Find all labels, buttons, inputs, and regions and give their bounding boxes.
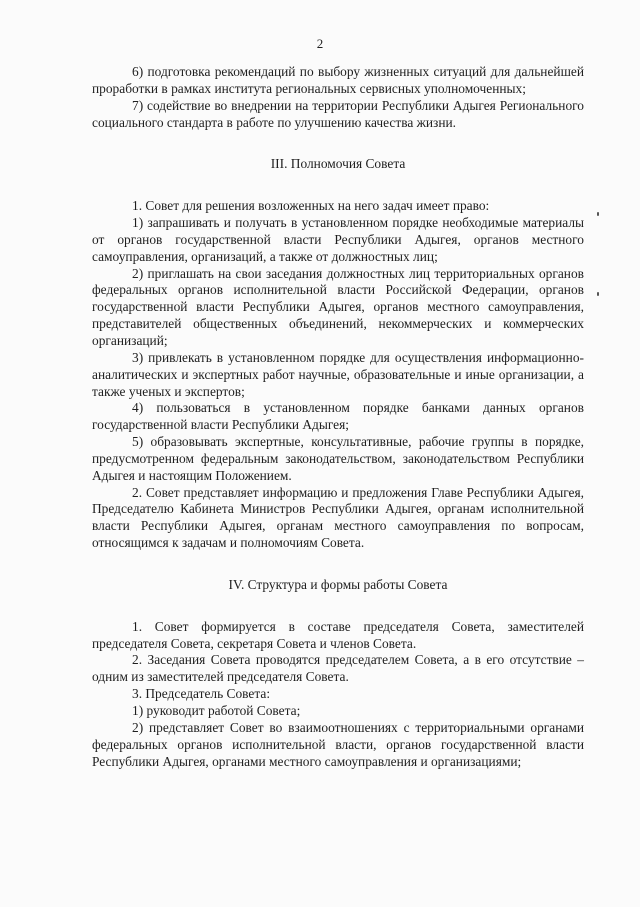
paragraph: 1. Совет формируется в составе председателя Совета, заместителей председателя Совета, секретаря Совета и членов Совета. [92, 618, 584, 651]
paragraph: 1. Совет для решения возложенных на него задач имеет право: [132, 198, 490, 214]
section-heading-powers: III. Полномочия Совета [270, 156, 406, 172]
document-body [92, 64, 584, 770]
paragraph: 2. Совет представляет информацию и предложения Главе Республики Адыгея, Председателю Кабинета Министров Республики Адыгея, органам исполнительной власти Республики Адыгея, органам местного самоуправления по вопросам, относящимся к задачам и полномочиям Совета. [92, 484, 584, 551]
list-item: 1) руководит работой Совета; [132, 703, 301, 718]
list-item: 5) образовывать экспертные, консультативные, рабочие группы в порядке, предусмотренном федеральным законодательством, законодательством Республики Адыгея и настоящим Положением. [92, 434, 584, 483]
page-number: 2 [316, 36, 324, 51]
list-item: 3) привлекать в установленном порядке для осуществления информационно-аналитических и экспертных работ научные, образовательные и иные организации, а также ученых и экспертов; [92, 349, 584, 399]
paragraph: 3. Председатель Совета: [132, 686, 271, 702]
section-heading-structure: IV. Структура и формы работы Совета [228, 576, 448, 592]
scan-speck [597, 292, 599, 296]
list-item: 6) подготовка рекомендаций по выбору жизненных ситуаций для дальнейшей проработки в рамках института региональных сервисных уполномоченных; [92, 64, 584, 96]
list-item: 1) запрашивать и получать в установленном порядке необходимые материалы от органов государственной власти Республики Адыгея, органов местного самоуправления, организаций, а также от должностных лиц; [92, 215, 584, 264]
list-item: 2) приглашать на свои заседания должностных лиц территориальных органов федеральных органов исполнительной власти Российской Федерации, органов государственной власти Республики Адыгея, органов местного самоуправления, представителей общественных объединений, некоммерческих и коммерческих организаций; [92, 265, 584, 348]
list-item: 4) пользоваться в установленном порядке банками данных органов государственной власти Республики Адыгея; [92, 400, 584, 433]
scan-speck [597, 212, 599, 216]
list-item: 7) содействие во внедрении на территории Республики Адыгея Регионального социального стандарта в работе по улучшению качества жизни. [92, 97, 584, 130]
list-item: 2) представляет Совет во взаимоотношениях с территориальными органами федеральных органов исполнительной власти, органов государственной власти Республики Адыгея, органами местного самоуправления и организациями; [92, 719, 584, 769]
paragraph: 2. Заседания Совета проводятся председателем Совета, а в его отсутствие – одним из заместителей председателя Совета. [92, 652, 584, 685]
